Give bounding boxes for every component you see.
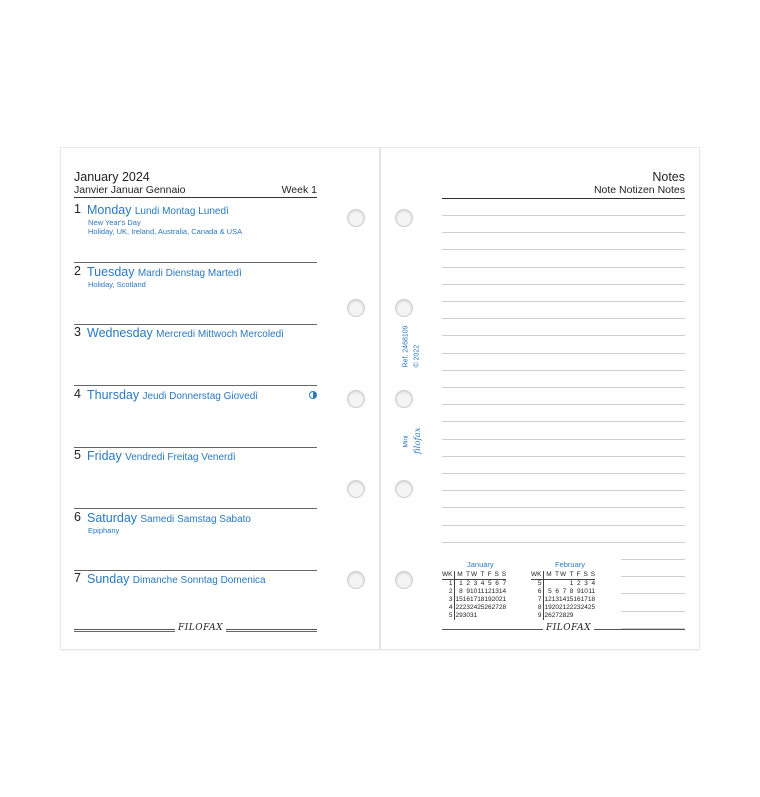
week-label: Week 1	[281, 184, 317, 196]
day-name-group	[87, 265, 242, 279]
ring-hole	[395, 299, 413, 317]
calendar-header-cell: W	[560, 571, 567, 578]
day-name-group	[87, 326, 284, 340]
calendar-day-cell: 15	[566, 596, 574, 603]
calendar-day-cell	[588, 612, 595, 620]
calendar-day-cell: 31	[469, 612, 478, 619]
calendar-day-cell: 2	[466, 580, 470, 587]
calendar-day-cell: 27	[551, 612, 559, 619]
calendar-day-cell: 8	[569, 588, 574, 595]
calendar-day-cell: 4	[480, 580, 485, 587]
ruled-line	[442, 456, 685, 457]
calendar-day-cell: 6	[555, 588, 559, 595]
day-name-translations: Dimanche Sonntag Domenica	[132, 575, 266, 586]
ruled-line	[442, 439, 685, 440]
calendar-day-cell	[552, 580, 559, 589]
copyright-text: © 2022	[413, 344, 421, 368]
day-row	[74, 387, 317, 448]
calendar-week-number: 1	[442, 580, 455, 589]
calendar-day-cell: 17	[580, 596, 588, 603]
calendar-day-cell: 17	[469, 596, 478, 603]
day-name: Friday	[87, 449, 122, 463]
calendar-day-cell: 29	[566, 612, 574, 619]
calendar-day-cell: 28	[498, 604, 507, 611]
calendar-day-cell: 19	[484, 596, 492, 603]
calendar-header-cell: WK	[442, 571, 455, 580]
day-name-translations: Lundi Montag Lunedì	[134, 206, 229, 217]
calendar-day-cell: 7	[562, 588, 567, 595]
calendar-day-cell: 14	[558, 596, 567, 603]
calendar-day-cell: 24	[580, 604, 588, 611]
day-name-translations: Vendredi Freitag Venerdì	[125, 452, 236, 463]
calendar-day-cell	[499, 612, 506, 620]
day-name: Sunday	[87, 572, 130, 586]
footer-logo: FILOFAX	[543, 623, 594, 633]
ring-hole	[347, 299, 365, 317]
day-name-translations: Samedi Samstag Sabato	[140, 513, 251, 525]
calendar-day-cell: 11	[477, 588, 485, 595]
ruled-line	[442, 267, 685, 268]
calendar-day-cell: 12	[544, 596, 552, 603]
ruled-line	[442, 542, 685, 543]
calendar-day-cell: 2	[577, 580, 581, 587]
calendar-day-cell: 20	[491, 596, 499, 603]
day-number: 3	[74, 325, 81, 339]
day-row	[74, 202, 317, 263]
calendar-header-cell: S	[492, 571, 499, 580]
calendar-day-cell	[544, 580, 552, 589]
calendar-day-cell	[484, 612, 491, 620]
calendar-week-number: 6	[531, 588, 544, 596]
ruled-line	[442, 249, 685, 250]
day-number: 2	[74, 263, 81, 278]
ruled-line	[621, 593, 685, 594]
ruled-line	[442, 404, 685, 405]
calendar-day-cell: 26	[544, 612, 552, 619]
month-subtitle: Janvier Januar Gennaio	[74, 184, 186, 196]
calendar-header-cell: T	[552, 571, 559, 580]
ruled-line	[442, 284, 685, 285]
calendar-day-cell: 20	[551, 604, 559, 611]
calendar-header-cell: W	[471, 571, 478, 578]
calendar-header-cell: S	[588, 571, 595, 580]
size-label: Mini	[402, 435, 410, 448]
calendar-header-cell: T	[477, 571, 484, 580]
day-event: New Year's Day	[88, 218, 141, 227]
calendar-day-cell: 13	[551, 596, 559, 603]
ruled-line	[442, 215, 685, 216]
calendar-day-cell: 25	[477, 604, 485, 611]
calendar-day-cell: 10	[469, 588, 478, 595]
spine-brand-logo: filofax	[413, 427, 423, 454]
ruled-line	[442, 387, 685, 388]
calendar-day-cell	[581, 612, 588, 620]
ring-hole	[347, 390, 365, 408]
notes-header-divider	[442, 198, 685, 199]
ruled-line	[621, 611, 685, 612]
calendar-day-cell: 22	[566, 604, 574, 611]
day-row	[74, 448, 317, 509]
ruled-line	[442, 353, 685, 354]
day-name: Wednesday	[87, 326, 153, 340]
calendar-day-cell: 9	[466, 588, 470, 595]
ring-hole	[395, 571, 413, 589]
ruled-line	[442, 232, 685, 233]
ring-hole	[347, 480, 365, 498]
calendar-day-cell: 30	[462, 612, 470, 619]
calendar-day-cell	[492, 612, 499, 620]
calendar-day-cell: 11	[588, 588, 596, 595]
calendar-day-cell: 1	[459, 580, 463, 587]
calendar-week-number: 5	[531, 580, 544, 589]
calendar-day-cell: 27	[491, 604, 499, 611]
footer-logo: FILOFAX	[175, 623, 226, 633]
calendar-day-cell: 15	[455, 596, 463, 603]
calendar-day-cell: 3	[584, 580, 588, 587]
day-row	[74, 510, 317, 571]
day-row	[74, 325, 317, 386]
calendar-day-cell: 18	[477, 596, 485, 603]
calendar-day-cell: 16	[462, 596, 470, 603]
header-divider	[74, 197, 317, 198]
calendar-header-cell: S	[499, 571, 506, 580]
calendar-day-cell: 16	[573, 596, 581, 603]
calendar-header-cell: M	[455, 571, 463, 580]
ruled-line	[442, 335, 685, 336]
reference-code: Ref. 2468109	[402, 325, 410, 368]
notes-page-right	[381, 148, 699, 649]
mini-calendar-month: February	[555, 560, 586, 569]
day-number: 4	[74, 386, 81, 401]
ring-hole	[347, 209, 365, 227]
calendar-day-cell: 25	[587, 604, 596, 611]
day-event: Holiday, UK, Ireland, Australia, Canada & USA	[88, 227, 243, 236]
moon-phase-icon	[309, 391, 317, 399]
day-name-translations: Jeudi Donnerstag Giovedì	[142, 390, 259, 402]
day-name: Monday	[87, 203, 132, 217]
day-name: Saturday	[87, 510, 138, 525]
calendar-day-cell: 12	[484, 588, 492, 595]
ruled-line	[442, 507, 685, 508]
mini-calendar-month: January	[467, 560, 494, 569]
day-name-group	[87, 511, 251, 525]
mini-calendar-grid	[531, 571, 595, 620]
ruled-line	[442, 490, 685, 491]
ring-hole	[347, 571, 365, 589]
calendar-day-cell: 5	[548, 588, 552, 595]
day-row	[74, 264, 317, 325]
day-name-group	[87, 203, 229, 217]
calendar-day-cell: 18	[587, 596, 596, 603]
mini-calendar-grid	[442, 571, 506, 620]
day-number: 5	[74, 448, 81, 462]
ruled-line	[621, 576, 685, 577]
calendar-header-cell: F	[484, 571, 491, 580]
ruled-line	[442, 318, 685, 319]
calendar-day-cell: 24	[469, 604, 478, 611]
ruled-line	[442, 301, 685, 302]
day-number: 6	[74, 509, 81, 524]
day-name-translations: Mardi Dienstag Martedì	[137, 267, 242, 279]
ruled-line	[442, 421, 685, 422]
day-name-group	[87, 572, 266, 586]
calendar-day-cell: 21	[558, 604, 567, 611]
ruled-line	[442, 473, 685, 474]
ring-hole	[395, 209, 413, 227]
day-name-group	[87, 449, 236, 463]
day-name: Tuesday	[87, 264, 135, 279]
ring-hole	[395, 390, 413, 408]
calendar-day-cell: 7	[502, 580, 507, 587]
ruled-line	[442, 370, 685, 371]
ring-hole	[395, 480, 413, 498]
calendar-day-cell: 23	[573, 604, 581, 611]
calendar-day-cell: 14	[498, 588, 507, 595]
calendar-day-cell	[573, 612, 580, 620]
calendar-week-number: 4	[442, 604, 455, 612]
notes-subtitle: Note Notizen Notes	[593, 184, 685, 196]
ruled-line	[621, 559, 685, 560]
calendar-day-cell: 21	[498, 596, 507, 603]
calendar-header-cell: T	[463, 571, 470, 580]
calendar-week-number: 7	[531, 596, 544, 604]
calendar-day-cell: 19	[544, 604, 552, 611]
ruled-line	[442, 525, 685, 526]
month-title: January 2024	[74, 170, 150, 184]
calendar-header-cell: S	[581, 571, 588, 580]
calendar-day-cell: 4	[591, 580, 596, 587]
day-number: 7	[74, 571, 81, 585]
calendar-day-cell: 8	[459, 588, 463, 595]
calendar-day-cell: 29	[455, 612, 463, 619]
calendar-day-cell: 13	[491, 588, 499, 595]
calendar-header-cell: M	[544, 571, 552, 580]
day-name: Thursday	[87, 387, 140, 402]
calendar-day-cell: 23	[462, 604, 470, 611]
calendar-day-cell: 3	[473, 580, 478, 587]
calendar-header-cell: F	[573, 571, 580, 580]
day-event: Epiphany	[88, 525, 120, 535]
calendar-header-cell: T	[566, 571, 573, 580]
day-event: Holiday, Scotland	[88, 279, 146, 289]
day-name-group	[87, 388, 258, 402]
calendar-day-cell: 28	[558, 612, 567, 619]
calendar-week-number: 9	[531, 612, 544, 620]
calendar-week-number: 2	[442, 588, 455, 596]
calendar-day-cell: 9	[577, 588, 581, 595]
calendar-day-cell: 26	[484, 604, 492, 611]
calendar-day-cell: 10	[580, 588, 588, 595]
day-name-translations: Mercredi Mittwoch Mercoledì	[156, 329, 284, 340]
calendar-header-cell: WK	[531, 571, 544, 580]
calendar-week-number: 5	[442, 612, 455, 620]
calendar-week-number: 3	[442, 596, 455, 604]
calendar-day-cell: 1	[569, 580, 574, 587]
calendar-day-cell	[477, 612, 484, 620]
calendar-day-cell: 22	[455, 604, 463, 611]
calendar-day-cell: 5	[488, 580, 492, 587]
notes-title: Notes	[652, 170, 685, 184]
diary-page-left	[61, 148, 379, 649]
calendar-day-cell: 6	[495, 580, 499, 587]
day-number: 1	[74, 202, 81, 216]
calendar-week-number: 8	[531, 604, 544, 612]
calendar-day-cell	[559, 580, 566, 589]
